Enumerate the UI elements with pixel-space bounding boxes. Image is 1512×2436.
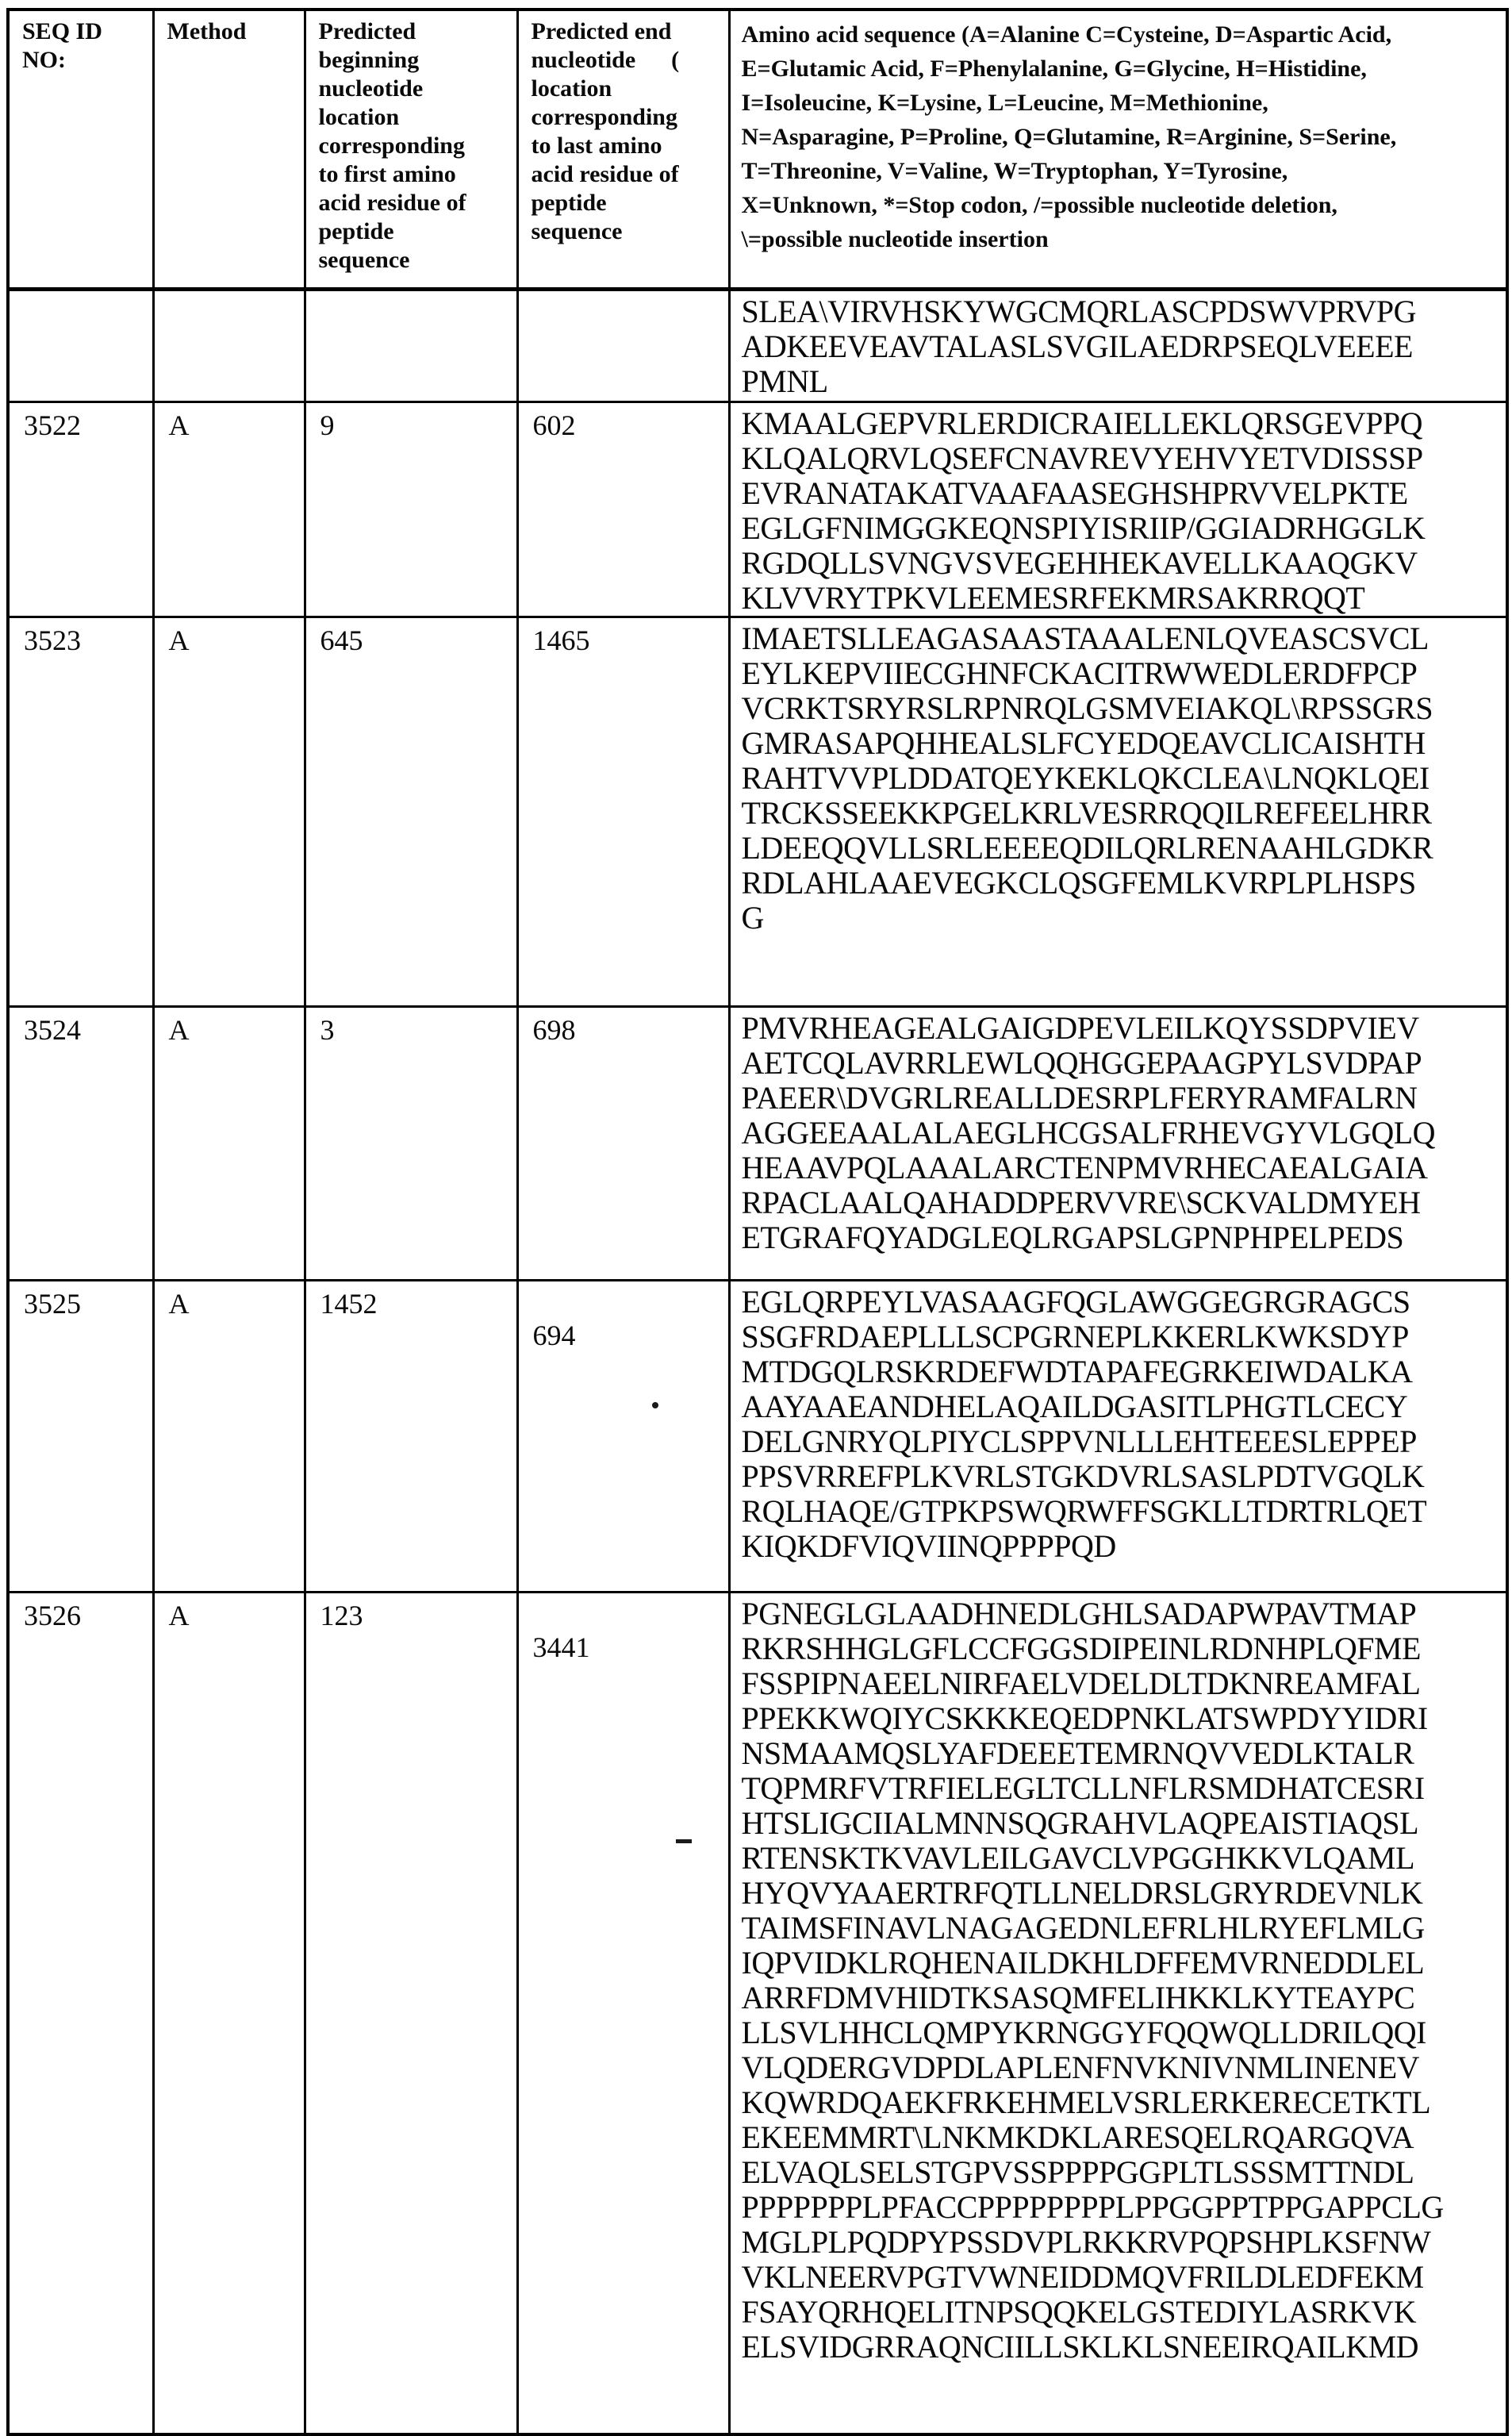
end-location-cell: 1465 xyxy=(517,617,729,1007)
begin-location-cell: 645 xyxy=(305,617,517,1007)
seq-id-cell: 3526 xyxy=(8,1593,153,2435)
sequence-row xyxy=(8,1007,1507,1281)
seq-id-cell: 3524 xyxy=(8,1007,153,1281)
header-amino-acid-sequence-legend: Amino acid sequence (A=Alanine C=Cysteine, D=Aspartic Acid, E=Glutamic Acid, F=Phenylalanine, G=Glycine, H=Histidine, I=Isoleucine, K=Lysine, L=Leucine, M=Methionine, N=Asparagine, P=Proline, Q=Glutamine, R=Arginine, S=Serine, T=Threonine, V=Valine, W=Tryptophan, Y=Tyrosine, X=Unknown, *=Stop codon, /=possible nucleotide deletion, \=possible nucleotide insertion xyxy=(729,10,1507,290)
method-cell: A xyxy=(153,617,305,1007)
begin-location-cell: 1452 xyxy=(305,1281,517,1593)
header-seq-id-no: SEQ ID NO: xyxy=(8,10,153,290)
table-header-row xyxy=(8,10,1507,290)
end-location-value: 3441 xyxy=(532,1631,590,1663)
seq-id-cell: 3525 xyxy=(8,1281,153,1593)
scan-artifact-dot xyxy=(652,1402,658,1408)
end-location-cell xyxy=(517,1593,729,2435)
method-cell: A xyxy=(153,1593,305,2435)
method-cell xyxy=(153,290,305,402)
scan-artifact-dash xyxy=(676,1839,692,1843)
seq-id-cell xyxy=(8,290,153,402)
seq-id-cell: 3523 xyxy=(8,617,153,1007)
amino-acid-sequence-cell: PMVRHEAGEALGAIGDPEVLEILKQYSSDPVIEV AETCQLAVRRLEWLQQHGGEPAAGPYLSVDPAP PAEER\DVGRLREALLDESRPLFERYRAMFALRN AGGEEAALALAEGLHCGSALFRHEVGYVLGQLQ HEAAVPQLAAALARCTENPMVRHECAEALGAIA RPACLAALQAHADDPERVVRE\SCKVALDMYEH ETGRAFQYADGLEQLRGAPSLGPNPHPELPEDS xyxy=(729,1007,1507,1281)
begin-location-cell: 3 xyxy=(305,1007,517,1281)
seq-id-cell: 3522 xyxy=(8,402,153,617)
sequence-row-continued xyxy=(8,290,1507,402)
begin-location-cell: 9 xyxy=(305,402,517,617)
end-location-cell: 698 xyxy=(517,1007,729,1281)
end-location-value: 694 xyxy=(532,1320,576,1351)
method-cell: A xyxy=(153,402,305,617)
sequence-listing-table xyxy=(6,8,1509,2436)
amino-acid-sequence-cell: KMAALGEPVRLERDICRAIELLEKLQRSGEVPPQ KLQALQRVLQSEFCNAVREVYEHVYETVDISSSP EVRANATAKATVAAFAASEGHSHPRVVELPKTE EGLGFNIMGGKEQNSPIYISRIIP/GGIADRHGGLK RGDQLLSVNGVSVEGEHHEKAVELLKAAQGKV KLVVRYTPKVLEEMESRFEKMRSAKRRQQT xyxy=(729,402,1507,617)
amino-acid-sequence-cell: IMAETSLLEAGASAASTAAALENLQVEASCSVCL EYLKEPVIIECGHNFCKACITRWWEDLERDFPCP VCRKTSRYRSLRPNRQLGSMVEIAKQL\RPSSGRS GMRASAPQHHEALSLFCYEDQEAVCLICAISHTH RAHTVVPLDDATQEYKEKLQKCLEA\LNQKLQEI TRCKSSEEKKPGELKRLVESRRQQILREFEELHRR LDEEQQVLLSRLEEEEQDILQRLRENAAHLGDKR RDLAHLAAEVEGKCLQSGFEMLKVRPLPLHSPS G xyxy=(729,617,1507,1007)
begin-location-cell: 123 xyxy=(305,1593,517,2435)
amino-acid-sequence-cell: EGLQRPEYLVASAAGFQGLAWGGEGRGRAGCS SSGFRDAEPLLLSCPGRNEPLKKERLKWKSDYP MTDGQLRSKRDEFWDTAPAFEGRKEIWDALKA AAYAAEANDHELAQAILDGASITLPHGTLCECY DELGNRYQLPIYCLSPPVNLLLEHTEEESLEPPEP PPSVRREFPLKVRLSTGKDVRLSASLPDTVGQLK RQLHAQE/GTPKPSWQRWFFSGKLLTDRTRLQET KIQKDFVIQVIINQPPPPQD xyxy=(729,1281,1507,1593)
sequence-row xyxy=(8,402,1507,617)
begin-location-cell xyxy=(305,290,517,402)
method-cell: A xyxy=(153,1281,305,1593)
end-location-cell xyxy=(517,1281,729,1593)
sequence-row xyxy=(8,1281,1507,1593)
sequence-row xyxy=(8,1593,1507,2435)
method-cell: A xyxy=(153,1007,305,1281)
end-location-cell: 602 xyxy=(517,402,729,617)
header-method: Method xyxy=(153,10,305,290)
amino-acid-sequence-cell: SLEA\VIRVHSKYWGCMQRLASCPDSWVPRVPG ADKEEVEAVTALASLSVGILAEDRPSEQLVEEEE PMNL xyxy=(729,290,1507,402)
end-location-cell xyxy=(517,290,729,402)
header-predicted-end-nucleotide-location: Predicted end nucleotide ( location corresponding to last amino acid residue of peptide sequence xyxy=(517,10,729,290)
header-predicted-beginning-nucleotide-location: Predicted beginning nucleotide location corresponding to first amino acid residue of peptide sequence xyxy=(305,10,517,290)
amino-acid-sequence-cell: PGNEGLGLAADHNEDLGHLSADAPWPAVTMAP RKRSHHGLGFLCCFGGSDIPEINLRDNHPLQFME FSSPIPNAEELNIRFAELVDELDLTDKNREAMFAL PPEKKWQIYCSKKKEQEDPNKLATSWPDYYIDRI NSMAAMQSLYAFDEEETEMRNQVVEDLKTALR TQPMRFVTRFIELEGLTCLLNFLRSMDHATCESRI HTSLIGCIIALMNNSQGRAHVLAQPEAISTIAQSL RTENSKTKVAVLEILGAVCLVPGGHKKVLQAML HYQVYAAERTRFQTLLNELDRSLGRYRDEVNLK TAIMSFINAVLNAGAGEDNLEFRLHLRYEFLMLG IQPVIDKLRQHENAILDKHLDFFEMVRNEDDLEL ARRFDMVHIDTKSASQMFELIHKKLKYTEAYPC LLSVLHHCLQMPYKRNGGYFQQWQLLDRILQQI VLQDERGVDPDLAPLENFNVKNIVNMLINENEV KQWRDQAEKFRKEHMELVSRLERKERECETKTL EKEEMMRT\LNKMKDKLARESQELRQARGQVA ELVAQLSELSTGPVSSPPPPGGPLTLSSSMTTNDL PPPPPPPLPFACCPPPPPPPPLPPGGPPTPPGAPPCLG MGLPLPQDPYPSSDVPLRKKRVPQPSHPLKSFNW VKLNEERVPGTVWNEIDDMQVFRILDLEDFEKM FSAYQRHQELITNPSQQKELGSTEDIYLASRKVK ELSVIDGRRAQNCIILLSKLKLSNEEIRQAILKMD xyxy=(729,1593,1507,2435)
sequence-row xyxy=(8,617,1507,1007)
